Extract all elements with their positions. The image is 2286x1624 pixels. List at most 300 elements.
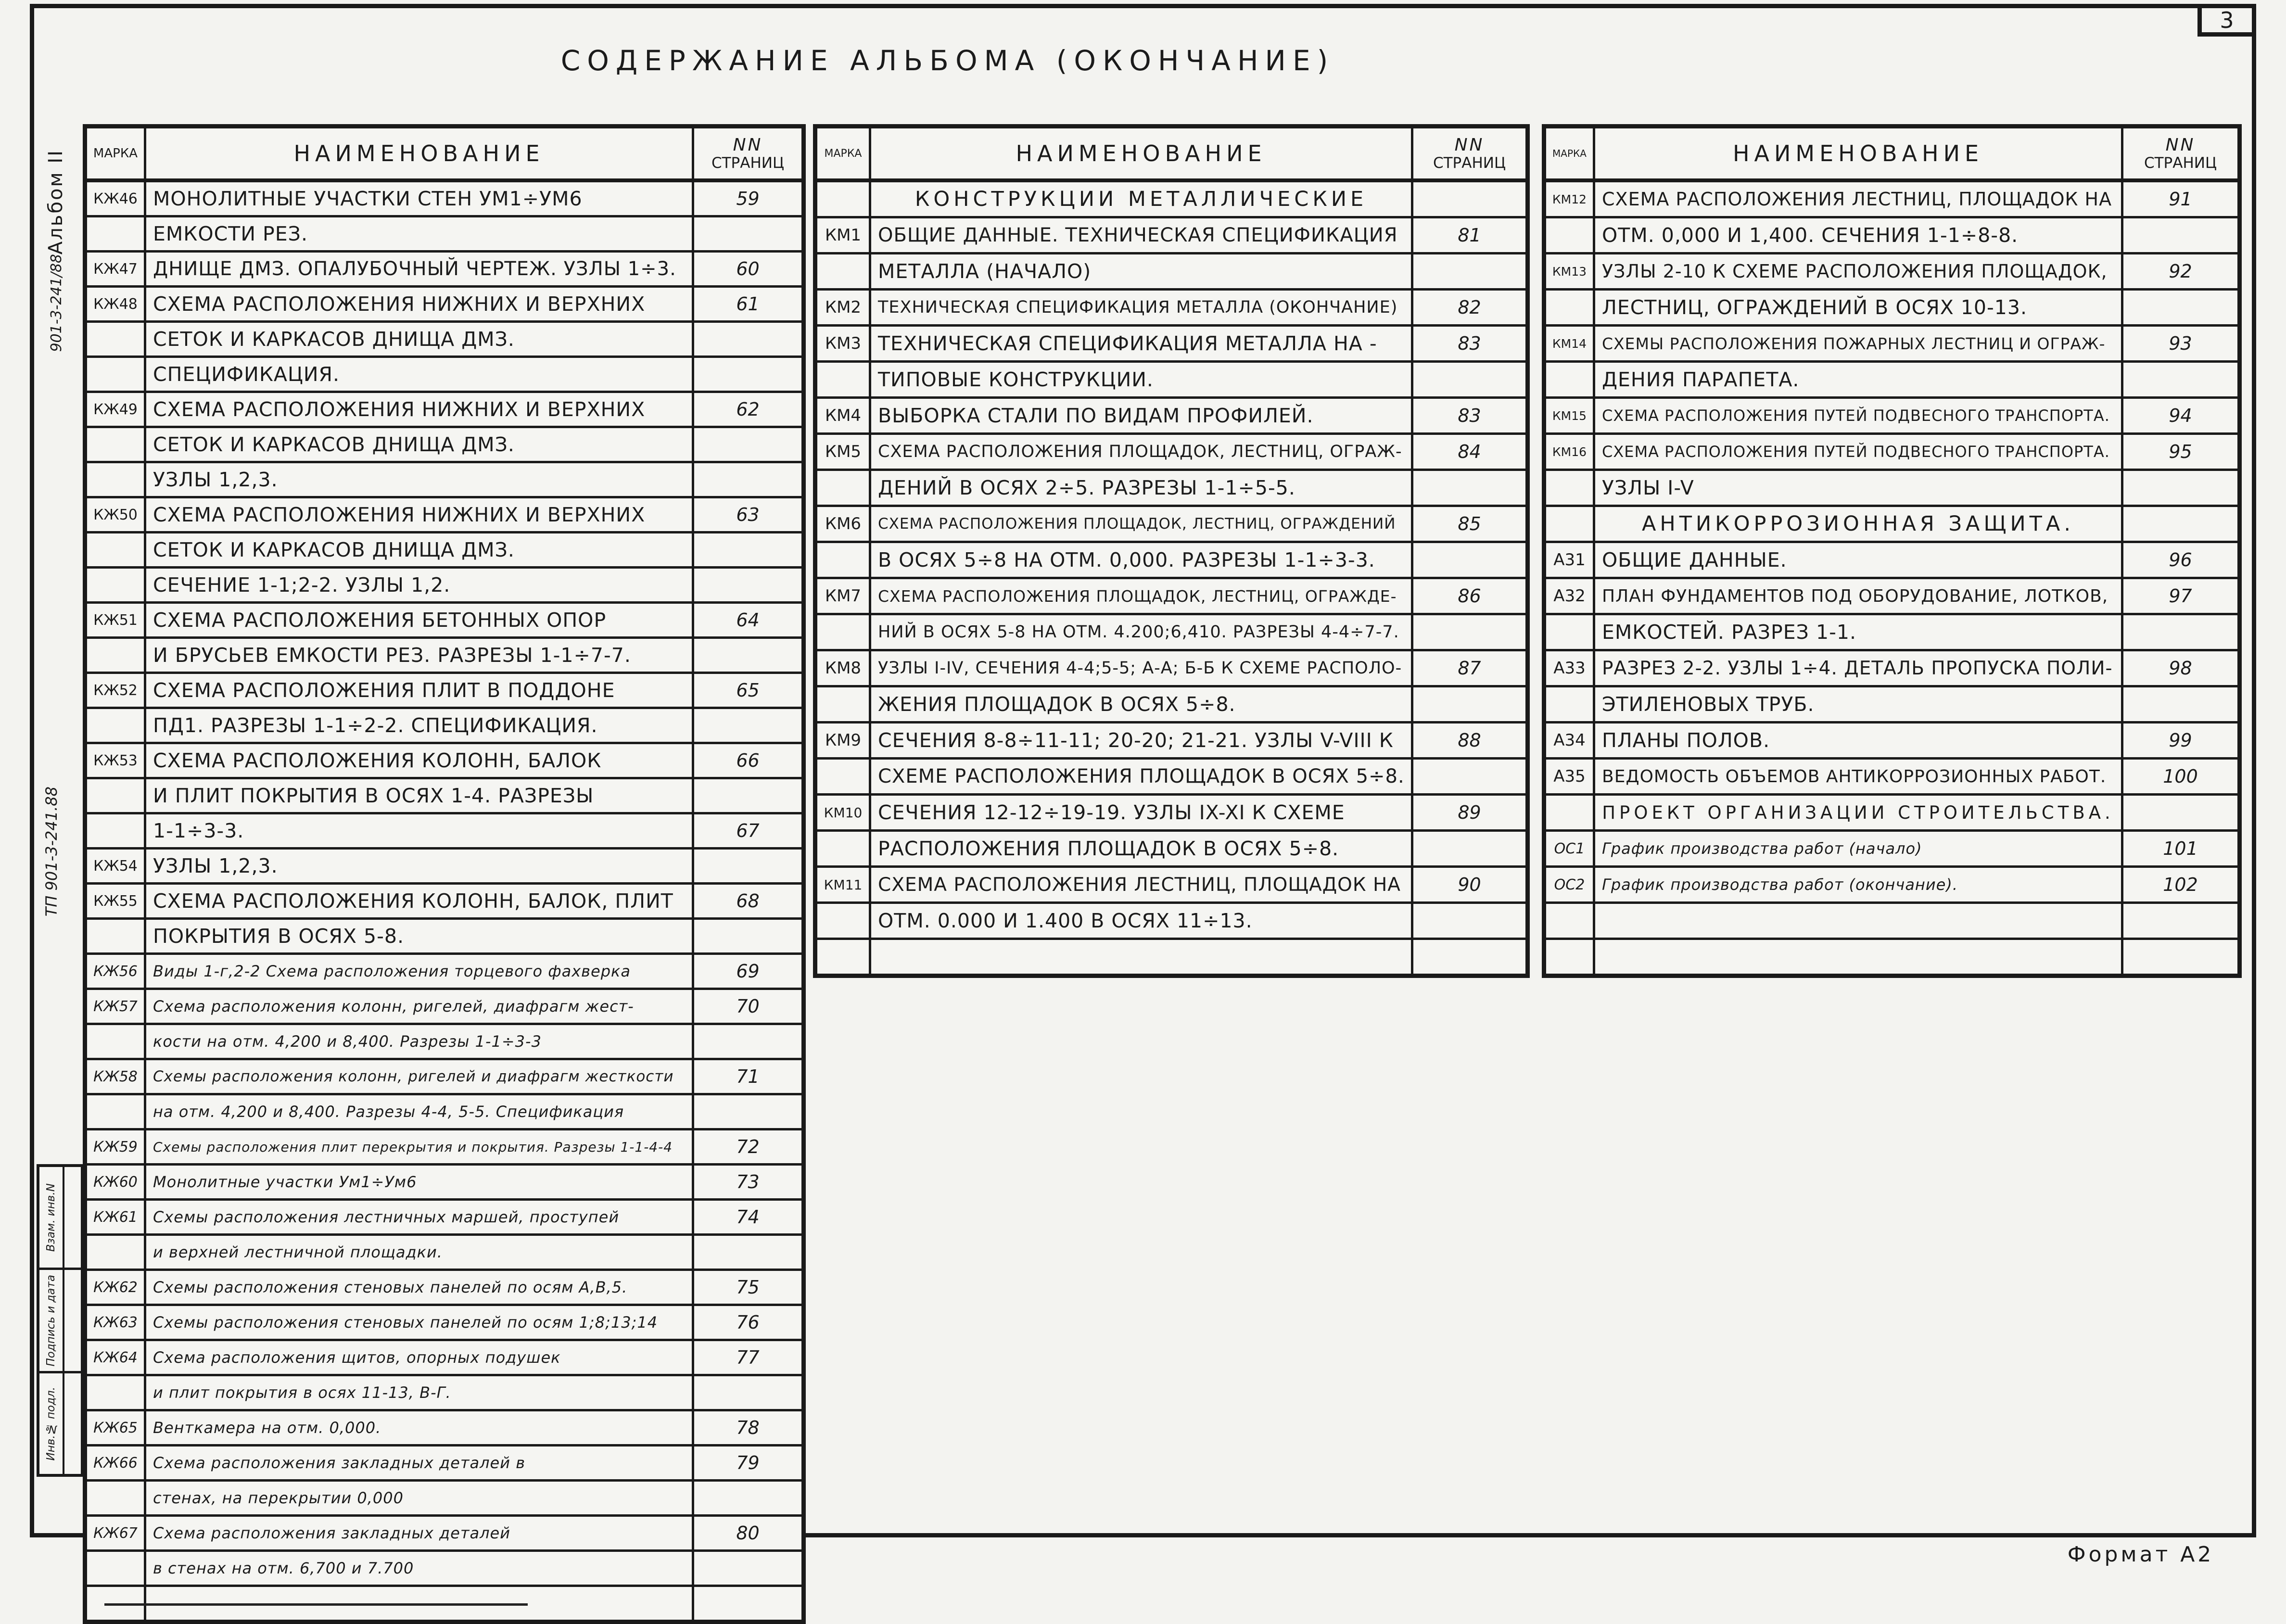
mark-cell: [817, 254, 871, 288]
page-title: СОДЕРЖАНИЕ АЛЬБОМА (ОКОНЧАНИЕ): [560, 44, 1335, 77]
table-row: [87, 253, 801, 288]
mark-cell: [87, 569, 146, 601]
page-cell: 68: [692, 885, 801, 917]
page-cell: [692, 1376, 801, 1409]
table-row: [87, 1236, 801, 1271]
page-cell: 81: [1411, 218, 1525, 252]
mark-cell: [817, 904, 871, 938]
name-cell: Венткамера на отм. 0,000.: [153, 1419, 381, 1437]
mark-cell: [87, 1025, 146, 1058]
page-cell: [1411, 615, 1525, 649]
name-cell: в стенах на отм. 6,700 и 7.700: [153, 1559, 414, 1577]
name-cell: СХЕМА РАСПОЛОЖЕНИЯ ЛЕСТНИЦ, ПЛОЩАДОК НА: [1602, 189, 2112, 210]
page-cell: [2121, 363, 2237, 396]
page-cell: [692, 1482, 801, 1514]
name-cell: Схема расположения щитов, опорных подушек: [153, 1348, 561, 1367]
mark-cell: КМ1: [817, 218, 871, 252]
name-cell: В ОСЯХ 5÷8 НА ОТМ. 0,000. РАЗРЕЗЫ 1-1÷3-3.: [878, 548, 1375, 571]
name-cell: Схемы расположения стеновых панелей по осям 1;8;13;14: [153, 1313, 658, 1332]
page-cell: [692, 1236, 801, 1269]
name-cell: РАЗРЕЗ 2-2. УЗЛЫ 1÷4. ДЕТАЛЬ ПРОПУСКА ПОЛИ-: [1602, 657, 2113, 679]
table-row: [87, 358, 801, 393]
table-row: [817, 832, 1525, 868]
mark-cell: КМ11: [817, 868, 871, 901]
page-cell: 85: [1411, 507, 1525, 541]
column-header-name: НАИМЕНОВАНИЕ: [1732, 140, 1984, 166]
mark-cell: КМ12: [1546, 182, 1595, 216]
name-cell: ОБЩИЕ ДАННЫЕ.: [1602, 548, 1787, 571]
name-cell: СХЕМА РАСПОЛОЖЕНИЯ ЛЕСТНИЦ, ПЛОЩАДОК НА: [878, 874, 1401, 896]
page-cell: [2121, 940, 2237, 974]
name-cell: УЗЛЫ 2-10 К СХЕМЕ РАСПОЛОЖЕНИЯ ПЛОЩАДОК,: [1602, 261, 2108, 282]
page-cell: 86: [1411, 579, 1525, 613]
page-cell: 83: [1411, 399, 1525, 432]
page-cell: 97: [2121, 579, 2237, 613]
page-cell: 93: [2121, 327, 2237, 360]
stamp-blank-field: [64, 1270, 81, 1370]
mark-cell: КЖ52: [87, 674, 146, 707]
table-row: [1546, 832, 2237, 868]
table-row: [817, 327, 1525, 363]
page-cell: [1411, 254, 1525, 288]
format-label: Формат А2: [2067, 1542, 2214, 1567]
page-cell: [2121, 796, 2237, 829]
name-cell: ДЕНИЯ ПАРАПЕТА.: [1602, 368, 1800, 391]
page-cell: [1411, 363, 1525, 396]
page-cell: 89: [1411, 796, 1525, 829]
mark-cell: КЖ51: [87, 604, 146, 636]
mark-cell: [1546, 291, 1595, 324]
table-row: [817, 507, 1525, 543]
name-cell: ЕМКОСТЕЙ. РАЗРЕЗ 1-1.: [1602, 621, 1856, 644]
page-cell: [1411, 832, 1525, 865]
mark-cell: КЖ66: [87, 1446, 146, 1479]
name-cell: ДЕНИЙ В ОСЯХ 2÷5. РАЗРЕЗЫ 1-1÷5-5.: [878, 476, 1295, 499]
table-row: [87, 1166, 801, 1201]
mark-cell: [1546, 363, 1595, 396]
mark-cell: [87, 920, 146, 952]
section-title: ПРОЕКТ ОРГАНИЗАЦИИ СТРОИТЕЛЬСТВА.: [1602, 802, 2114, 823]
table-row: [87, 533, 801, 569]
mark-cell: [87, 358, 146, 391]
contents-table-middle: [813, 124, 1530, 978]
page-cell: [1411, 687, 1525, 721]
table-row: [817, 291, 1525, 327]
name-cell: И ПЛИТ ПОКРЫТИЯ В ОСЯХ 1-4. РАЗРЕЗЫ: [153, 784, 594, 807]
page-cell: 70: [692, 990, 801, 1023]
table-row: [87, 1201, 801, 1236]
page-cell: [692, 920, 801, 952]
mark-cell: КЖ54: [87, 850, 146, 882]
name-cell: СХЕМЕ РАСПОЛОЖЕНИЯ ПЛОЩАДОК В ОСЯХ 5÷8.: [878, 765, 1405, 787]
page-cell: 94: [2121, 399, 2237, 432]
name-cell: СЕЧЕНИЯ 12-12÷19-19. УЗЛЫ IX-XI К СХЕМЕ: [878, 801, 1345, 824]
table-row: [87, 1271, 801, 1306]
mark-cell: А31: [1546, 543, 1595, 577]
mark-cell: [1546, 796, 1595, 829]
page-cell: [2121, 218, 2237, 252]
table-row: [817, 760, 1525, 796]
section-row: [1546, 507, 2237, 543]
page-cell: 63: [692, 498, 801, 531]
table-row: [1546, 254, 2237, 291]
page-cell: 64: [692, 604, 801, 636]
mark-cell: КМ7: [817, 579, 871, 613]
mark-cell: [87, 1552, 146, 1585]
mark-cell: ОС2: [1546, 868, 1595, 901]
stamp-label: Инв.№ подл.: [39, 1373, 64, 1474]
separator-row: [87, 1587, 801, 1620]
name-cell: СХЕМА РАСПОЛОЖЕНИЯ КОЛОНН, БАЛОК, ПЛИТ: [153, 889, 673, 913]
table-row: [87, 1517, 801, 1552]
table-row: [87, 709, 801, 744]
mark-cell: КМ3: [817, 327, 871, 360]
name-cell: ПЛАНЫ ПОЛОВ.: [1602, 729, 1770, 752]
mark-cell: КМ5: [817, 435, 871, 469]
name-cell: ЖЕНИЯ ПЛОЩАДОК В ОСЯХ 5÷8.: [878, 693, 1236, 716]
mark-cell: КМ9: [817, 723, 871, 757]
name-cell: Схемы расположения колонн, ригелей и диафрагм жесткости: [153, 1068, 674, 1085]
column-header-pages: NN СТРАНИЦ: [2121, 128, 2237, 178]
mark-cell: [817, 543, 871, 577]
page-cell: 76: [692, 1306, 801, 1339]
name-cell: СПЕЦИФИКАЦИЯ.: [153, 363, 340, 386]
mark-cell: [87, 639, 146, 672]
mark-cell: [817, 760, 871, 793]
page-cell: [692, 569, 801, 601]
table-row: [817, 579, 1525, 615]
name-cell: СЕТОК И КАРКАСОВ ДНИЩА ДМЗ.: [153, 538, 515, 561]
empty-row: [817, 940, 1525, 974]
mark-cell: КЖ63: [87, 1306, 146, 1339]
page-cell: 67: [692, 814, 801, 847]
table-row: [87, 182, 801, 217]
mark-cell: КЖ47: [87, 253, 146, 285]
table-row: [817, 363, 1525, 399]
table-row: [1546, 543, 2237, 579]
page-cell: [2121, 687, 2237, 721]
table-header: [817, 128, 1525, 182]
name-cell: УЗЛЫ 1,2,3.: [153, 854, 278, 877]
page-cell: 99: [2121, 723, 2237, 757]
table-row: [87, 1306, 801, 1341]
table-row: [817, 254, 1525, 291]
mark-cell: КЖ60: [87, 1166, 146, 1198]
mark-cell: [87, 1376, 146, 1409]
name-cell: ЛЕСТНИЦ, ОГРАЖДЕНИЙ В ОСЯХ 10-13.: [1602, 296, 2027, 319]
table-row: [817, 543, 1525, 579]
mark-cell: КЖ53: [87, 744, 146, 777]
name-cell: НИЙ В ОСЯХ 5-8 НА ОТМ. 4.200;6,410. РАЗРЕЗЫ 4-4÷7-7.: [878, 622, 1399, 642]
page-cell: 69: [692, 955, 801, 988]
stamp-blank-field: [64, 1167, 81, 1268]
table-row: [1546, 327, 2237, 363]
mark-cell: КМ2: [817, 291, 871, 324]
name-cell: СХЕМА РАСПОЛОЖЕНИЯ ПУТЕЙ ПОДВЕСНОГО ТРАНСПОРТА.: [1602, 406, 2110, 425]
mark-cell: ОС1: [1546, 832, 1595, 865]
name-cell: кости на отм. 4,200 и 8,400. Разрезы 1-1÷3-3: [153, 1032, 542, 1051]
table-body: [87, 182, 801, 1620]
name-cell: ПЛАН ФУНДАМЕНТОВ ПОД ОБОРУДОВАНИЕ, ЛОТКОВ,: [1602, 586, 2108, 606]
page-cell: [692, 533, 801, 566]
name-cell: Виды 1-г,2-2 Схема расположения торцевого фахверка: [153, 962, 631, 980]
page-cell: 88: [1411, 723, 1525, 757]
name-cell: ПОКРЫТИЯ В ОСЯХ 5-8.: [153, 925, 405, 948]
table-row: [87, 1060, 801, 1095]
page-cell: 72: [692, 1130, 801, 1163]
page-cell: [692, 850, 801, 882]
page-cell: 60: [692, 253, 801, 285]
page-cell: [1411, 543, 1525, 577]
mark-cell: [1546, 471, 1595, 505]
mark-cell: [1546, 940, 1595, 974]
table-row: [817, 218, 1525, 254]
name-cell: на отм. 4,200 и 8,400. Разрезы 4-4, 5-5. Спецификация: [153, 1103, 624, 1121]
name-cell: СХЕМА РАСПОЛОЖЕНИЯ ПЛОЩАДОК, ЛЕСТНИЦ, ОГРАЖДЕНИЙ: [878, 515, 1396, 533]
mark-cell: [817, 832, 871, 865]
page-cell: [2121, 507, 2237, 541]
table-row: [1546, 723, 2237, 760]
page-cell: [692, 323, 801, 355]
table-row: [87, 850, 801, 885]
name-cell: ТЕХНИЧЕСКАЯ СПЕЦИФИКАЦИЯ МЕТАЛЛА НА -: [878, 332, 1377, 355]
mark-cell: КМ6: [817, 507, 871, 541]
page-cell: 84: [1411, 435, 1525, 469]
mark-cell: [87, 814, 146, 847]
section-title: АНТИКОРРОЗИОННАЯ ЗАЩИТА.: [1641, 512, 2074, 536]
mark-cell: [817, 940, 871, 974]
column-header-pages: NN СТРАНИЦ: [692, 128, 801, 178]
name-cell: СХЕМА РАСПОЛОЖЕНИЯ НИЖНИХ И ВЕРХНИХ: [153, 503, 646, 526]
column-header-name: НАИМЕНОВАНИЕ: [293, 140, 545, 166]
name-cell: ОТМ. 0.000 И 1.400 В ОСЯХ 11÷13.: [878, 909, 1253, 932]
table-row: [87, 674, 801, 709]
page-cell: 95: [2121, 435, 2237, 469]
empty-row: [1546, 940, 2237, 974]
table-row: [1546, 579, 2237, 615]
page-cell: [692, 779, 801, 812]
mark-cell: КМ16: [1546, 435, 1595, 469]
name-cell: и верхней лестничной площадки.: [153, 1243, 443, 1261]
name-cell: Схема расположения закладных деталей в: [153, 1454, 526, 1472]
stamp-blank-field: [64, 1373, 81, 1474]
page-cell: 61: [692, 288, 801, 320]
name-cell: Схемы расположения лестничных маршей, проступей: [153, 1208, 620, 1226]
mark-cell: КЖ56: [87, 955, 146, 988]
stamp-label: Подпись и дата: [39, 1270, 64, 1370]
mark-cell: КМ13: [1546, 254, 1595, 288]
album-label: Альбом II: [45, 149, 67, 255]
table-row: [87, 1482, 801, 1517]
table-row: [87, 217, 801, 253]
section-title: КОНСТРУКЦИИ МЕТАЛЛИЧЕСКИЕ: [914, 187, 1368, 211]
mark-cell: [817, 182, 871, 216]
table-row: [87, 428, 801, 463]
mark-cell: КМ4: [817, 399, 871, 432]
table-header: [1546, 128, 2237, 182]
mark-cell: [87, 428, 146, 461]
table-row: [87, 990, 801, 1025]
dash-line: [104, 1603, 528, 1606]
name-cell: График производства работ (начало): [1602, 839, 1922, 858]
table-row: [87, 1095, 801, 1130]
page-cell: 71: [692, 1060, 801, 1093]
page-cell: [1411, 904, 1525, 938]
page-cell: 92: [2121, 254, 2237, 288]
column-header-pages: NN СТРАНИЦ: [1411, 128, 1525, 178]
page-cell: [2121, 291, 2237, 324]
empty-row: [1546, 904, 2237, 940]
name-cell: И БРУСЬЕВ ЕМКОСТИ РЕЗ. РАЗРЕЗЫ 1-1÷7-7.: [153, 644, 631, 667]
page-cell: [692, 639, 801, 672]
page-cell: [1411, 760, 1525, 793]
name-cell: и плит покрытия в осях 11-13, В-Г.: [153, 1383, 451, 1402]
page-cell: 62: [692, 393, 801, 426]
table-row: [87, 744, 801, 779]
table-row: [87, 463, 801, 498]
name-cell: ОТМ. 0,000 И 1,400. СЕЧЕНИЯ 1-1÷8-8.: [1602, 224, 2019, 247]
name-cell: ТЕХНИЧЕСКАЯ СПЕЦИФИКАЦИЯ МЕТАЛЛА (ОКОНЧАНИЕ): [878, 298, 1398, 317]
page-cell: [692, 709, 801, 742]
name-cell: УЗЛЫ I-V: [1602, 476, 1694, 499]
page-cell: 79: [692, 1446, 801, 1479]
page-cell: [2121, 471, 2237, 505]
table-row: [87, 604, 801, 639]
table-row: [87, 1446, 801, 1482]
table-body: [1546, 182, 2237, 974]
stamp-cell-podpis-data: [39, 1270, 81, 1373]
page-cell: 65: [692, 674, 801, 707]
mark-cell: А34: [1546, 723, 1595, 757]
mark-cell: [87, 463, 146, 496]
stamp-cell-inv-podl: [39, 1373, 81, 1474]
name-cell: Монолитные участки Ум1÷Ум6: [153, 1173, 417, 1191]
mark-cell: [87, 533, 146, 566]
name-cell: СЕТОК И КАРКАСОВ ДНИЩА ДМЗ.: [153, 433, 515, 456]
name-cell: СХЕМА РАСПОЛОЖЕНИЯ ПЛОЩАДОК, ЛЕСТНИЦ, ОГРАЖДЕ-: [878, 586, 1397, 606]
column-header-name: НАИМЕНОВАНИЕ: [1016, 140, 1267, 166]
table-row: [87, 323, 801, 358]
name-cell: СХЕМА РАСПОЛОЖЕНИЯ КОЛОНН, БАЛОК: [153, 749, 602, 772]
mark-cell: КЖ62: [87, 1271, 146, 1304]
table-row: [1546, 218, 2237, 254]
page-cell: 91: [2121, 182, 2237, 216]
stamp-cell-vzam-inv: [39, 1167, 81, 1270]
mark-cell: КЖ65: [87, 1411, 146, 1444]
page-cell: 59: [692, 182, 801, 215]
page-cell: [692, 1587, 801, 1620]
page-cell: [2121, 904, 2237, 938]
table-row: [817, 687, 1525, 723]
mark-cell: КЖ57: [87, 990, 146, 1023]
page-cell: 80: [692, 1517, 801, 1549]
page-cell: 98: [2121, 651, 2237, 685]
stamp-label: Взам. инв.N: [39, 1167, 64, 1268]
mark-cell: [817, 615, 871, 649]
table-row: [87, 1411, 801, 1446]
table-row: [87, 1552, 801, 1587]
mark-cell: КЖ49: [87, 393, 146, 426]
table-row: [1546, 399, 2237, 435]
name-cell: Схемы расположения стеновых панелей по осям А,В,5.: [153, 1278, 628, 1296]
table-row: [817, 651, 1525, 687]
table-row: [1546, 291, 2237, 327]
table-body: [817, 182, 1525, 974]
name-cell: ТИПОВЫЕ КОНСТРУКЦИИ.: [878, 368, 1154, 391]
mark-cell: [87, 323, 146, 355]
page-cell: 83: [1411, 327, 1525, 360]
mark-cell: [817, 687, 871, 721]
name-cell: ВЕДОМОСТЬ ОБЪЕМОВ АНТИКОРРОЗИОННЫХ РАБОТ.: [1602, 766, 2107, 787]
mark-cell: [1546, 507, 1595, 541]
table-row: [1546, 435, 2237, 471]
page-cell: [692, 358, 801, 391]
column-header-mark: МАРКА: [87, 128, 146, 178]
mark-cell: [87, 1095, 146, 1128]
table-row: [87, 885, 801, 920]
table-row: [1546, 471, 2237, 507]
name-cell: Схемы расположения плит перекрытия и покрытия. Разрезы 1-1-4-4: [153, 1139, 673, 1155]
name-cell: СЕТОК И КАРКАСОВ ДНИЩА ДМЗ.: [153, 328, 515, 351]
contents-table-right: [1542, 124, 2242, 978]
mark-cell: [817, 471, 871, 505]
table-row: [1546, 760, 2237, 796]
page-cell: [1411, 182, 1525, 216]
page-cell: 100: [2121, 760, 2237, 793]
mark-cell: КЖ61: [87, 1201, 146, 1233]
page-number: 3: [2220, 7, 2234, 33]
name-cell: СХЕМЫ РАСПОЛОЖЕНИЯ ПОЖАРНЫХ ЛЕСТНИЦ И ОГРАЖ-: [1602, 334, 2106, 353]
page-cell: [692, 463, 801, 496]
mark-cell: КЖ48: [87, 288, 146, 320]
page-cell: 66: [692, 744, 801, 777]
name-cell: РАСПОЛОЖЕНИЯ ПЛОЩАДОК В ОСЯХ 5÷8.: [878, 837, 1339, 860]
mark-cell: [87, 709, 146, 742]
contents-table-left: [83, 124, 806, 1624]
page-cell: 87: [1411, 651, 1525, 685]
page-cell: 102: [2121, 868, 2237, 901]
name-cell: УЗЛЫ 1,2,3.: [153, 468, 278, 491]
mark-cell: [87, 1236, 146, 1269]
page-cell: 73: [692, 1166, 801, 1198]
table-row: [1546, 651, 2237, 687]
name-cell: [1595, 904, 2121, 938]
mark-cell: КЖ46: [87, 182, 146, 215]
name-cell: СХЕМА РАСПОЛОЖЕНИЯ ПЛОЩАДОК, ЛЕСТНИЦ, ОГРАЖ-: [878, 442, 1402, 461]
page-cell: [692, 1552, 801, 1585]
table-row: [87, 1025, 801, 1060]
table-row: [87, 1341, 801, 1376]
page-cell: 96: [2121, 543, 2237, 577]
name-cell: Схема расположения колонн, ригелей, диафрагм жест-: [153, 997, 634, 1015]
table-row: [817, 868, 1525, 904]
table-row: [87, 920, 801, 955]
table-row: [87, 1130, 801, 1166]
page-cell: [1411, 940, 1525, 974]
page-cell: [692, 1095, 801, 1128]
name-cell: График производства работ (окончание).: [1602, 875, 1958, 894]
page-cell: [692, 428, 801, 461]
table-header: [87, 128, 801, 182]
table-row: [1546, 868, 2237, 904]
page-cell: [2121, 615, 2237, 649]
table-row: [87, 955, 801, 990]
table-row: [87, 569, 801, 604]
name-cell: СЕЧЕНИЕ 1-1;2-2. УЗЛЫ 1,2.: [153, 573, 451, 596]
table-row: [817, 615, 1525, 651]
table-row: [1546, 182, 2237, 218]
name-cell: СХЕМА РАСПОЛОЖЕНИЯ НИЖНИХ И ВЕРХНИХ: [153, 398, 646, 421]
